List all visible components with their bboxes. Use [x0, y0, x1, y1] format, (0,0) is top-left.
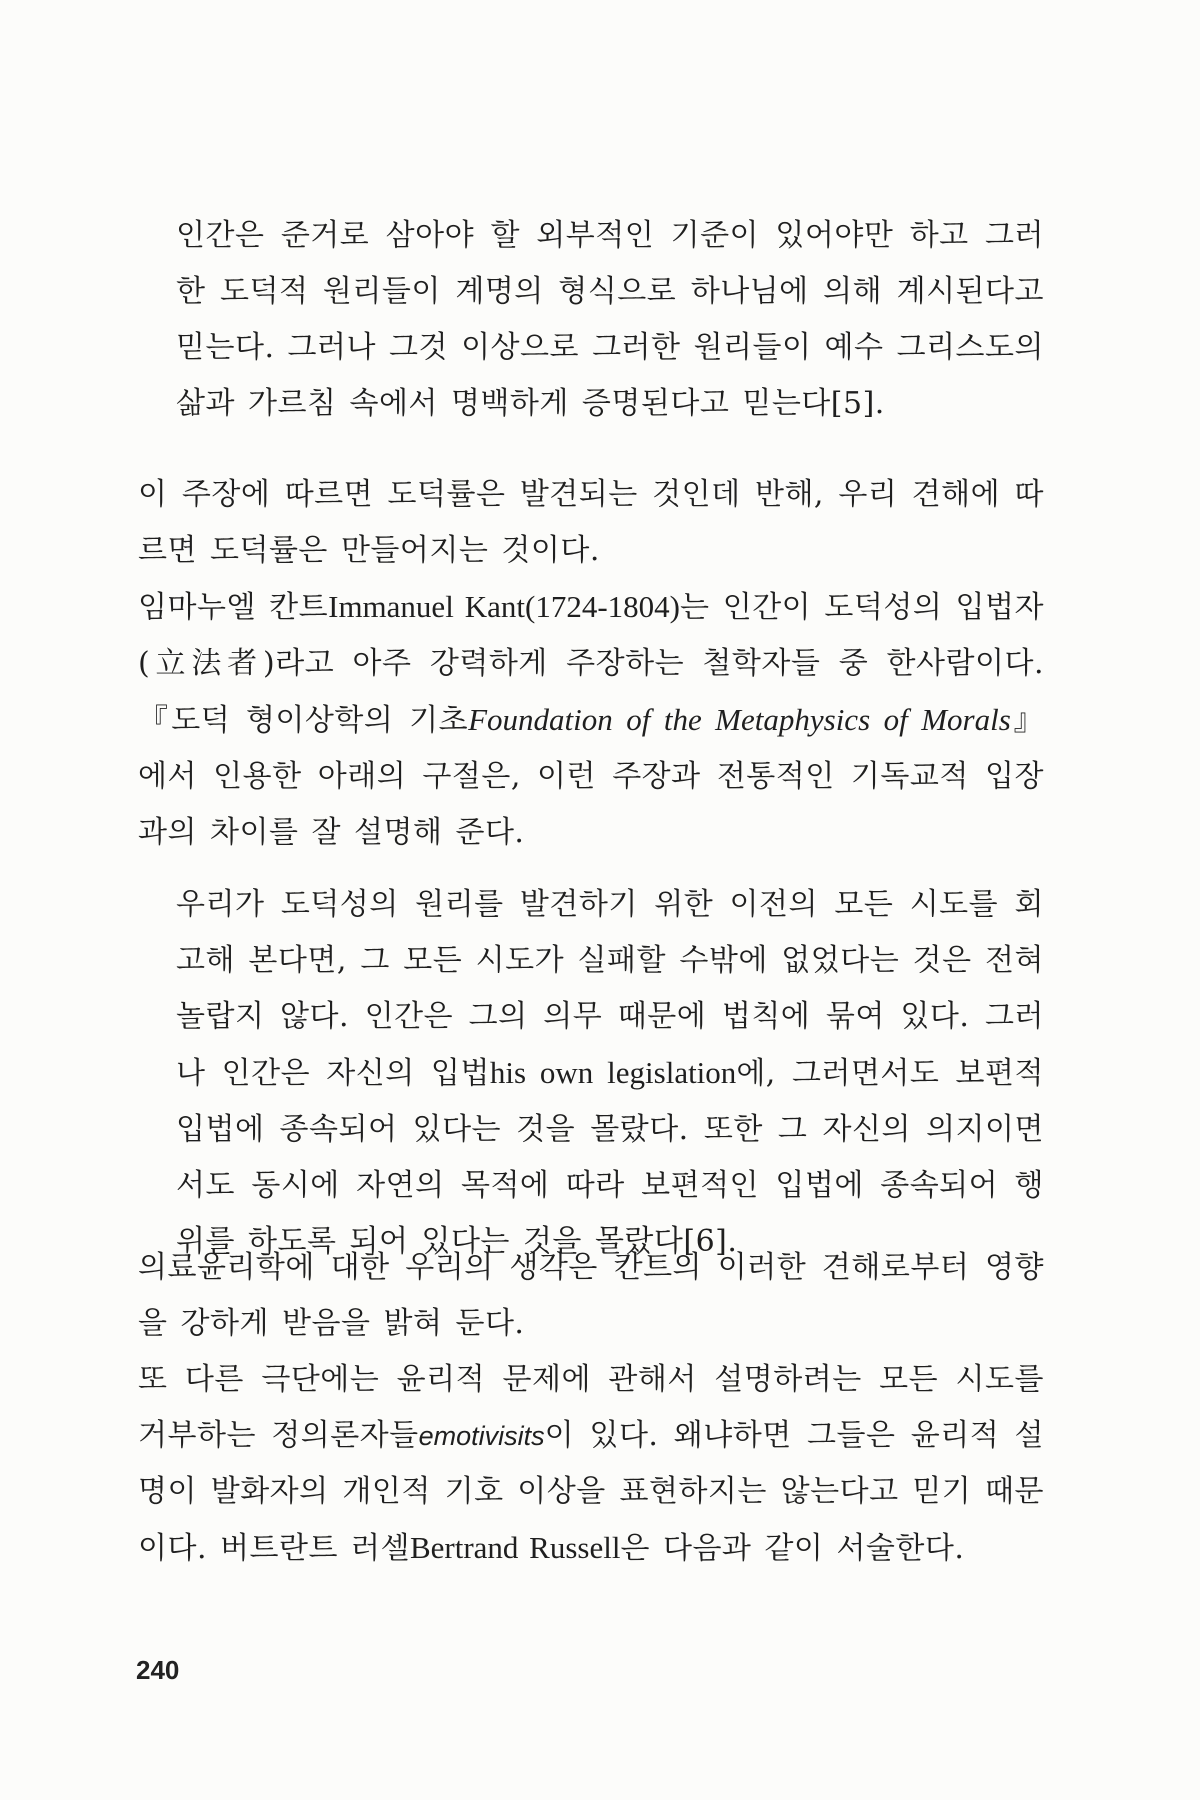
text-run: 은 다음과 같이 서술한다.: [620, 1531, 965, 1566]
text-run: 우리가 도덕성의 원리를 발견하기 위한 이전의 모든 시도를 회고해 본다면, 그 모든 시도가 실패할 수밖에 없었다는 것은 전혀 놀랍지 않다. 인간은 그의 의무 때문에 법칙에 묶여 있다. 그러나 인간은 자신의 입법: [176, 887, 1044, 1091]
english-term: emotivisits: [418, 1421, 545, 1451]
body-paragraph: [138, 579, 1044, 861]
page-number: 240: [136, 1655, 180, 1685]
text-run: 임마누엘 칸트: [138, 590, 329, 625]
english-name: Bertrand Russell: [409, 1530, 621, 1565]
body-paragraph: [138, 1352, 1044, 1577]
body-section-2: [138, 1240, 1044, 1577]
text-run: 』에서 인용한 아래의 구절은, 이런 주장과 전통적인 기독교적 입장과의 차이를 잘 설명해 준다.: [138, 703, 1045, 850]
body-paragraph: 의료윤리학에 대한 우리의 생각은 칸트의 이러한 견해로부터 영향을 강하게 받음을 밝혀 둔다.: [138, 1250, 1044, 1341]
block-quote-1: [176, 208, 1044, 432]
body-section-1: [138, 467, 1044, 861]
quote-paragraph: 인간은 준거로 삼아야 할 외부적인 기준이 있어야만 하고 그러한 도덕적 원리들이 계명의 형식으로 하나님에 의해 계시된다고 믿는다. 그러나 그것 이상으로 그러한 원리들이 예수 그리스도의 삶과 가르침 속에서 명백하게 증명된다고 믿는다[5].: [176, 218, 1044, 421]
english-name: Immanuel Kant(1724-1804): [328, 589, 680, 624]
text-run: 에, 그러면서도 보편적 입법에 종속되어 있다는 것을 몰랐다. 또한 그 자신의 의지이면서도 동시에 자연의 목적에 따라 보편적인 입법에 종속되어 행위를 하도록 되어 있다는 것을 몰랐다[6].: [176, 1056, 1044, 1259]
book-title: Foundation of the Metaphysics of Morals: [468, 702, 1011, 737]
quote-paragraph: [176, 877, 1044, 1270]
block-quote-2: [176, 877, 1044, 1270]
text-run: 는 인간이 도덕성의 입법자(立法者)라고 아주 강력하게 주장하는 철학자들 중 한사람이다. 『도덕 형이상학의 기초: [138, 590, 1044, 738]
body-paragraph: 이 주장에 따르면 도덕률은 발견되는 것인데 반해, 우리 견해에 따르면 도덕률은 만들어지는 것이다.: [138, 477, 1044, 568]
text-run: 이 있다. 왜냐하면 그들은 윤리적 설명이 발화자의 개인적 기호 이상을 표현하지는 않는다고 믿기 때문이다. 버트란트 러셀: [138, 1418, 1045, 1566]
english-term: his own legislation: [489, 1055, 737, 1090]
text-run: 또 다른 극단에는 윤리적 문제에 관해서 설명하려는 모든 시도를 거부하는 정의론자들: [138, 1362, 1044, 1453]
